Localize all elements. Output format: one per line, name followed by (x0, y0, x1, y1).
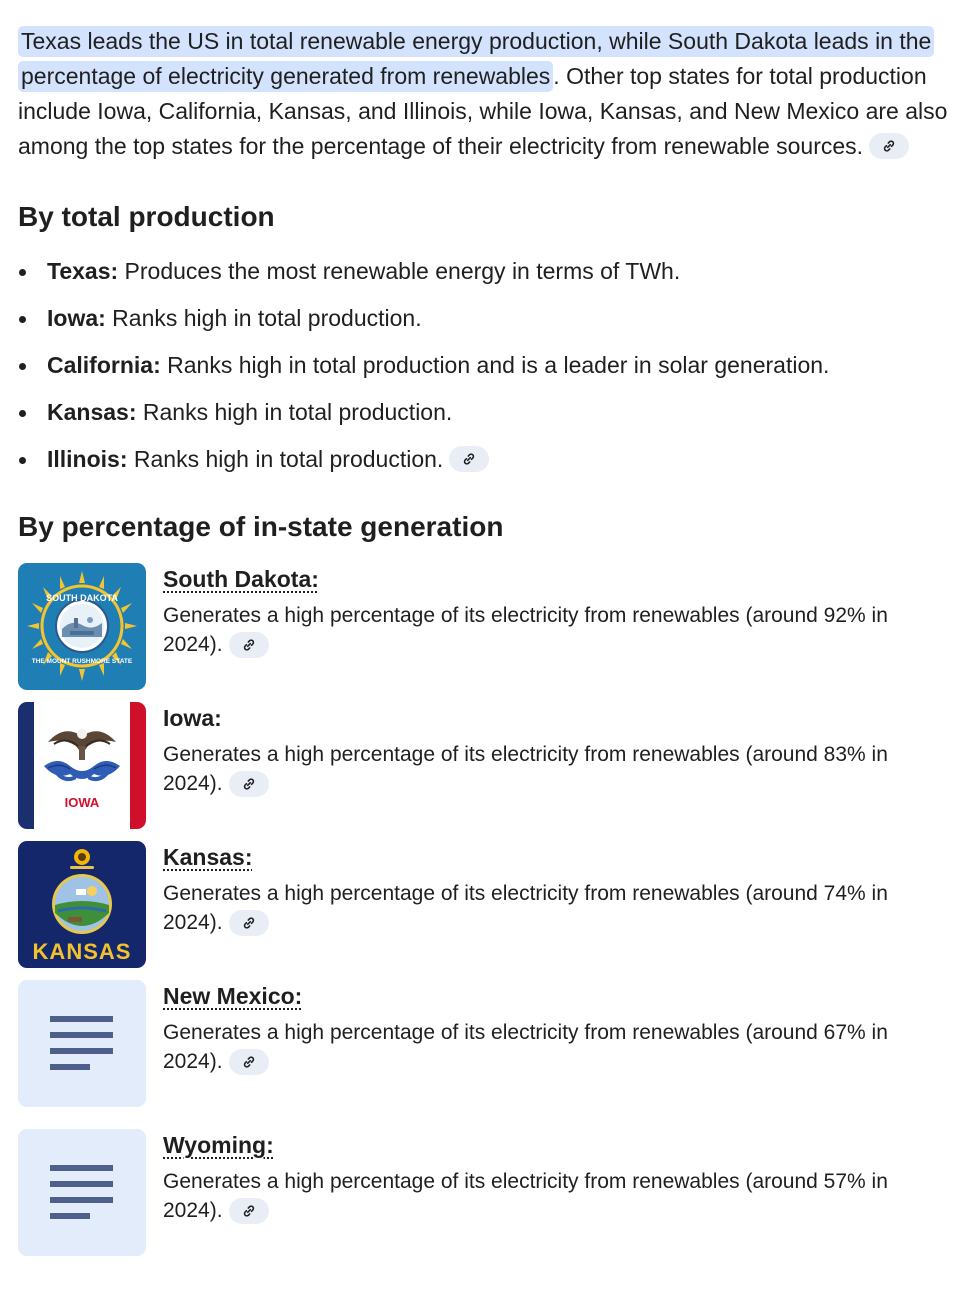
description-text: Generates a high percentage of its electricity from renewables (around 67% in 2024). (163, 1021, 888, 1073)
source-link-button[interactable] (229, 1198, 269, 1224)
seal-top-text: SOUTH DAKOTA (46, 593, 118, 603)
kansas-flag-thumbnail[interactable] (18, 841, 146, 968)
card-description (163, 601, 923, 659)
item-text: Ranks high in total production and is a leader in solar generation. (160, 352, 830, 378)
section-heading-percentage: By percentage of in-state generation (18, 511, 504, 542)
kansas-flag-text: KANSAS (32, 939, 132, 964)
card-description (163, 1167, 923, 1225)
link-icon (242, 916, 256, 930)
total-production-list (18, 256, 952, 474)
state-name: California: (47, 352, 161, 378)
item-text: Produces the most renewable energy in terms of TWh. (118, 258, 681, 284)
link-icon (242, 1204, 256, 1218)
card-body (163, 1128, 923, 1225)
card-body (163, 562, 923, 659)
description-text: Generates a high percentage of its electricity from renewables (around 74% in 2024). (163, 882, 888, 934)
description-text: Generates a high percentage of its electricity from renewables (around 83% in 2024). (163, 743, 888, 795)
source-link-button[interactable] (229, 771, 269, 797)
list-item (18, 397, 952, 427)
state-card-iowa (18, 701, 952, 840)
link-icon (462, 452, 476, 466)
state-title-link[interactable]: Kansas: (163, 844, 253, 870)
card-description (163, 740, 923, 798)
source-link-button[interactable] (229, 632, 269, 658)
state-card-south-dakota (18, 562, 952, 701)
iowa-flag-text: IOWA (64, 795, 100, 810)
kansas-flag-image (18, 841, 146, 968)
state-name: Texas: (47, 258, 119, 284)
state-title-link[interactable]: New Mexico: (163, 983, 303, 1009)
document-icon (18, 1129, 146, 1256)
description-text: Generates a high percentage of its electricity from renewables (around 92% in 2024). (163, 604, 888, 656)
card-description (163, 1018, 923, 1076)
state-card-kansas (18, 840, 952, 979)
state-name: Kansas: (47, 399, 137, 425)
source-link-button[interactable] (229, 910, 269, 936)
state-title: Iowa: (163, 705, 222, 731)
list-item (18, 444, 952, 474)
intro-rest: . Other top states for total production include Iowa, California, Kansas, and Illinois, while Iowa, Kansas, and New Mexico are also among the top states for the percentage of their electricity from renewable sources. (18, 63, 948, 159)
card-description (163, 879, 923, 937)
item-text: Ranks high in total production. (136, 399, 453, 425)
document-thumbnail[interactable] (18, 980, 146, 1107)
intro-paragraph (18, 24, 952, 164)
item-text: Ranks high in total production. (105, 305, 422, 331)
percentage-list (18, 562, 952, 1267)
iowa-flag-thumbnail[interactable] (18, 702, 146, 829)
description-text: Generates a high percentage of its electricity from renewables (around 57% in 2024). (163, 1170, 888, 1222)
state-name: Iowa: (47, 305, 106, 331)
card-body (163, 979, 923, 1076)
list-item (18, 303, 952, 333)
south-dakota-flag-image (18, 563, 146, 690)
document-icon (18, 980, 146, 1107)
iowa-flag-image (18, 702, 146, 829)
south-dakota-flag-thumbnail[interactable] (18, 563, 146, 690)
source-link-button[interactable] (449, 446, 489, 472)
highlighted-summary[interactable]: Texas leads the US in total renewable energy production, while South Dakota leads in the percentage of electricity generated from renewables (18, 26, 934, 92)
link-icon (242, 777, 256, 791)
section-heading-total: By total production (18, 201, 275, 232)
card-body (163, 701, 923, 798)
document-thumbnail[interactable] (18, 1129, 146, 1256)
source-link-button[interactable] (869, 133, 909, 159)
item-text: Ranks high in total production. (127, 446, 444, 472)
link-icon (242, 1055, 256, 1069)
seal-bottom-text: THE MOUNT RUSHMORE STATE (31, 658, 133, 665)
state-name: Illinois: (47, 446, 128, 472)
state-card-new-mexico (18, 979, 952, 1128)
list-item (18, 256, 952, 286)
state-title-link[interactable]: Wyoming: (163, 1132, 274, 1158)
link-icon (242, 638, 256, 652)
link-icon (882, 139, 896, 153)
source-link-button[interactable] (229, 1049, 269, 1075)
card-body (163, 840, 923, 937)
state-card-wyoming (18, 1128, 952, 1267)
list-item (18, 350, 952, 380)
state-title-link[interactable]: South Dakota: (163, 566, 319, 592)
